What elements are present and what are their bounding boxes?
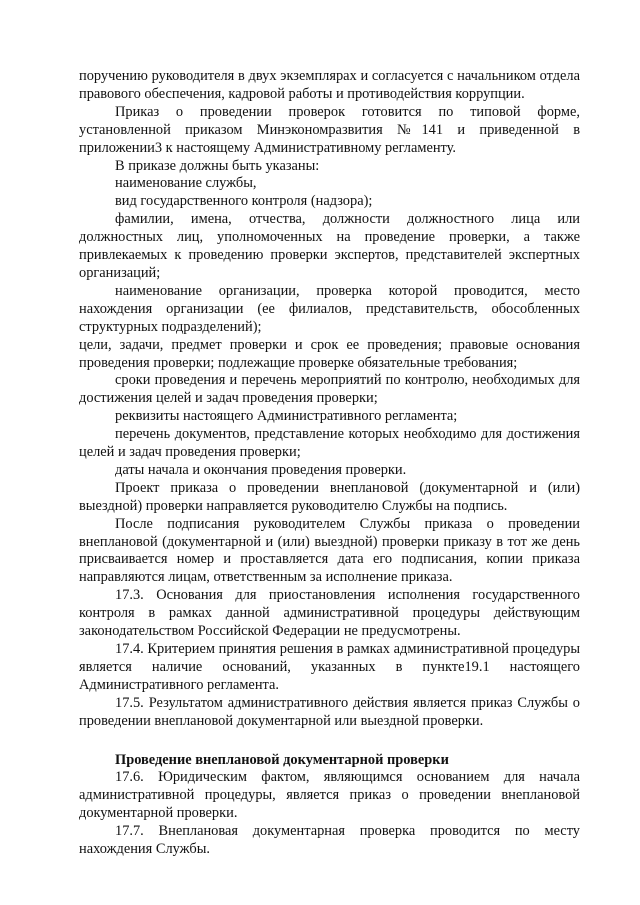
paragraph: 17.3. Основания для приостановления исполнения государственного контроля в рамках данной административной процедуры действующим законодательством Российской Федерации не предусмотрены. [79,587,580,640]
paragraph: фамилии, имена, отчества, должности должностного лица или должностных лиц, уполномоченных на проведение проверки, а также привлекаемых к проведению проверки экспертов, представителей экспертных организаций; [79,211,580,281]
section-heading: Проведение внеплановой документарной проверки [115,751,449,768]
paragraph: вид государственного контроля (надзора); [115,193,373,210]
paragraph: После подписания руководителем Службы приказа о проведении внеплановой (документарной и (или) выездной) проверки приказу в тот же день присваивается номер и проставляется дата его подписания, копии приказа направляются лицам, ответственным за исполнение приказа. [79,515,580,586]
paragraph: поручению руководителя в двух экземплярах и согласуется с начальником отдела правового обеспечения, кадровой работы и противодействия коррупции. [79,68,580,102]
paragraph: наименование организации, проверка которой проводится, место нахождения организации (ее филиалов, представительств, обособленных структурных подразделений); [79,282,580,335]
paragraphs-before-heading [79,68,580,731]
paragraph: даты начала и окончания проведения проверки. [115,461,407,478]
paragraph: В приказе должны быть указаны: [115,157,320,174]
section-gap [79,731,580,752]
paragraph: реквизиты настоящего Административного регламента; [115,408,458,425]
paragraph: наименование службы, [115,175,257,192]
paragraph: 17.5. Результатом административного действия является приказ Службы о проведении внеплановой документарной или выездной проверки. [79,694,580,729]
paragraph: сроки проведения и перечень мероприятий по контролю, необходимых для достижения целей и задач проведения проверки; [79,372,580,407]
paragraphs-after-heading [79,769,580,859]
paragraph: Проект приказа о проведении внеплановой (документарной и (или) выездной) проверки направляется руководителю Службы на подпись. [79,479,580,514]
paragraph: 17.7. Внеплановая документарная проверка проводится по месту нахождения Службы. [79,823,580,858]
paragraph: 17.6. Юридическим фактом, являющимся основанием для начала административной процедуры, является приказ о проведении внеплановой документарной проверки. [79,769,580,822]
paragraph: Приказ о проведении проверок готовится по типовой форме, установленной приказом Минэкономразвития №141 и приведенной в приложении3 к настоящему Административному регламенту. [79,103,580,156]
paragraph: цели, задачи, предмет проверки и срок ее проведения; правовые основания проведения проверки; подлежащие проверке обязательные требования; [79,336,580,371]
paragraph: перечень документов, представление которых необходимо для достижения целей и задач проведения проверки; [79,426,580,461]
paragraph: 17.4. Критерием принятия решения в рамках административной процедуры является наличие оснований, указанных в пункте19.1 настоящего Административного регламента. [79,641,580,693]
